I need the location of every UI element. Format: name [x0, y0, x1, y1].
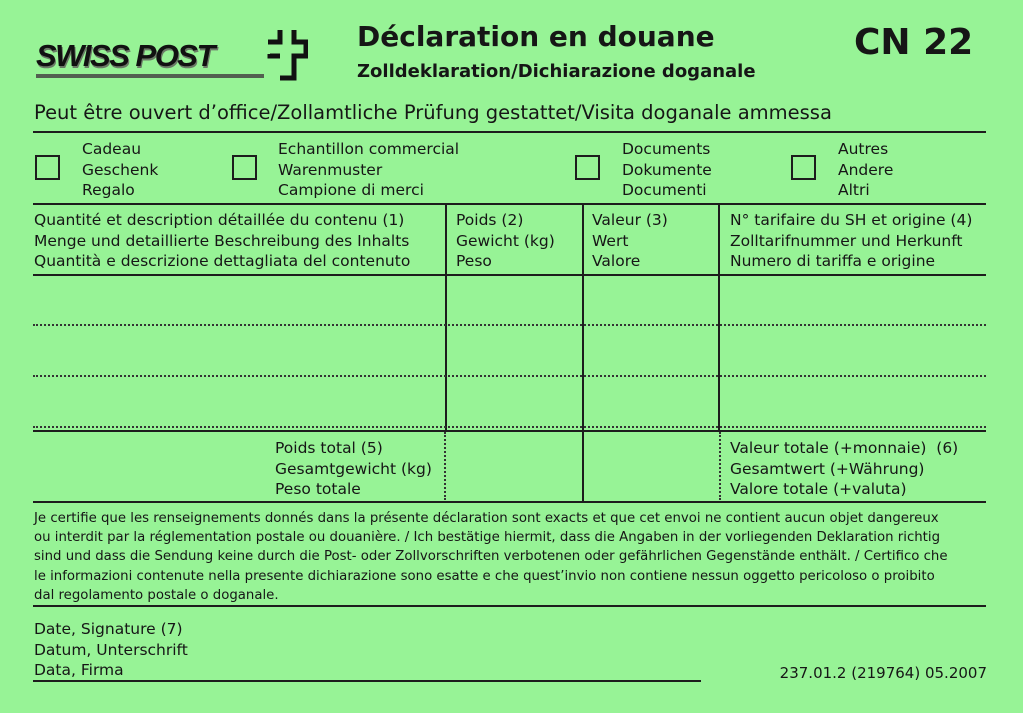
category-label-line: Warenmuster — [278, 160, 383, 179]
total-weight-label — [275, 438, 432, 500]
column-header-value — [592, 210, 668, 272]
column-divider — [445, 204, 447, 430]
column-header-line: Numero di tariffa e origine — [730, 252, 936, 270]
divider — [33, 430, 986, 432]
column-header-line: Peso — [456, 252, 492, 270]
divider — [33, 605, 986, 607]
category-label-line: Cadeau — [82, 140, 142, 158]
content-row-line — [33, 324, 986, 326]
column-divider-dotted — [444, 432, 446, 500]
column-divider — [582, 204, 584, 502]
content-row-line — [33, 375, 986, 377]
column-header-line: Valore — [592, 252, 641, 270]
checkbox-other[interactable] — [791, 155, 816, 180]
category-commercial-sample-label — [278, 139, 459, 201]
column-header-line: Quantité et description détaillée du contenu (1) — [34, 211, 405, 229]
signature-line[interactable] — [33, 680, 701, 682]
column-header-line: Zolltarifnummer und Herkunft — [730, 231, 963, 250]
column-header-line: Quantità e descrizione dettagliata del contenuto — [34, 252, 411, 270]
total-label-line: Peso totale — [275, 480, 361, 498]
form-reference: 237.01.2 (219764) 05.2007 — [779, 664, 987, 682]
column-header-line: N° tarifaire du SH et origine (4) — [730, 211, 973, 229]
declaration-line: le informazioni contenute nella presente dichiarazione sono esatte e che quest’invio non contiene nessun oggetto pericoloso o proibito — [34, 568, 935, 584]
column-divider-dotted — [719, 432, 721, 500]
column-header-line: Wert — [592, 231, 629, 250]
declaration-line: dal regolamento postale o doganale. — [34, 587, 279, 603]
category-label-line: Autres — [838, 140, 889, 158]
divider — [33, 274, 986, 276]
declaration-text — [34, 509, 994, 605]
checkbox-documents[interactable] — [575, 155, 600, 180]
inspection-notice: Peut être ouvert d’office/Zollamtliche Prüfung gestattet/Visita doganale ammessa — [34, 101, 832, 124]
column-header-line: Valeur (3) — [592, 211, 668, 229]
signature-label — [34, 619, 188, 681]
category-label-line: Regalo — [82, 181, 135, 199]
column-header-description — [34, 210, 410, 272]
total-label-line: Poids total (5) — [275, 439, 383, 457]
declaration-line: Je certifie que les renseignements donnés dans la présente déclaration sont exacts et que cet envoi ne contient aucun objet dangereux — [34, 511, 939, 526]
logo-underline — [36, 74, 264, 78]
column-divider — [718, 204, 720, 430]
category-gift-label — [82, 139, 158, 201]
total-label-line: Valeur totale (+monnaie) (6) — [730, 439, 959, 457]
column-header-line: Menge und detaillierte Beschreibung des Inhalts — [34, 231, 410, 250]
form-subtitle: Zolldeklaration/Dichiarazione doganale — [357, 61, 756, 82]
category-label-line: Dokumente — [622, 160, 712, 179]
category-other-label — [838, 139, 893, 201]
declaration-line: sind und dass die Sendung keine durch die Post- oder Zollvorschriften verbotenen oder gefährlichen Gegenstände enthält. / Certifico che — [34, 549, 948, 565]
divider — [33, 131, 986, 133]
category-label-line: Andere — [838, 160, 894, 179]
swiss-cross-logo-icon — [266, 26, 308, 82]
signature-label-line: Data, Firma — [34, 661, 124, 679]
total-value-label — [730, 438, 958, 500]
signature-label-line: Datum, Unterschrift — [34, 640, 188, 659]
total-label-line: Gesamtwert (+Währung) — [730, 459, 925, 478]
category-documents-label — [622, 139, 712, 201]
content-row-line — [33, 426, 986, 428]
category-label-line: Altri — [838, 181, 870, 199]
category-label-line: Campione di merci — [278, 181, 424, 199]
column-header-weight — [456, 210, 555, 272]
column-header-line: Poids (2) — [456, 211, 524, 229]
form-title: Déclaration en douane — [357, 20, 715, 53]
divider — [33, 501, 986, 503]
column-header-tariff-origin — [730, 210, 972, 272]
checkbox-commercial-sample[interactable] — [232, 155, 257, 180]
total-label-line: Valore totale (+valuta) — [730, 480, 907, 498]
checkbox-gift[interactable] — [35, 155, 60, 180]
form-code: CN 22 — [854, 22, 974, 63]
divider — [33, 203, 986, 205]
total-label-line: Gesamtgewicht (kg) — [275, 459, 432, 478]
category-label-line: Documenti — [622, 181, 707, 199]
signature-label-line: Date, Signature (7) — [34, 620, 183, 638]
category-label-line: Echantillon commercial — [278, 140, 460, 158]
column-header-line: Gewicht (kg) — [456, 231, 555, 250]
category-label-line: Documents — [622, 140, 711, 158]
declaration-line: ou interdit par la réglementation postale ou douanière. / Ich bestätige hiermit, dass die Angaben in der vorliegenden Deklaration richtig — [34, 530, 941, 546]
swiss-post-logo-text: SWISS POST — [36, 38, 214, 73]
category-label-line: Geschenk — [82, 160, 159, 179]
